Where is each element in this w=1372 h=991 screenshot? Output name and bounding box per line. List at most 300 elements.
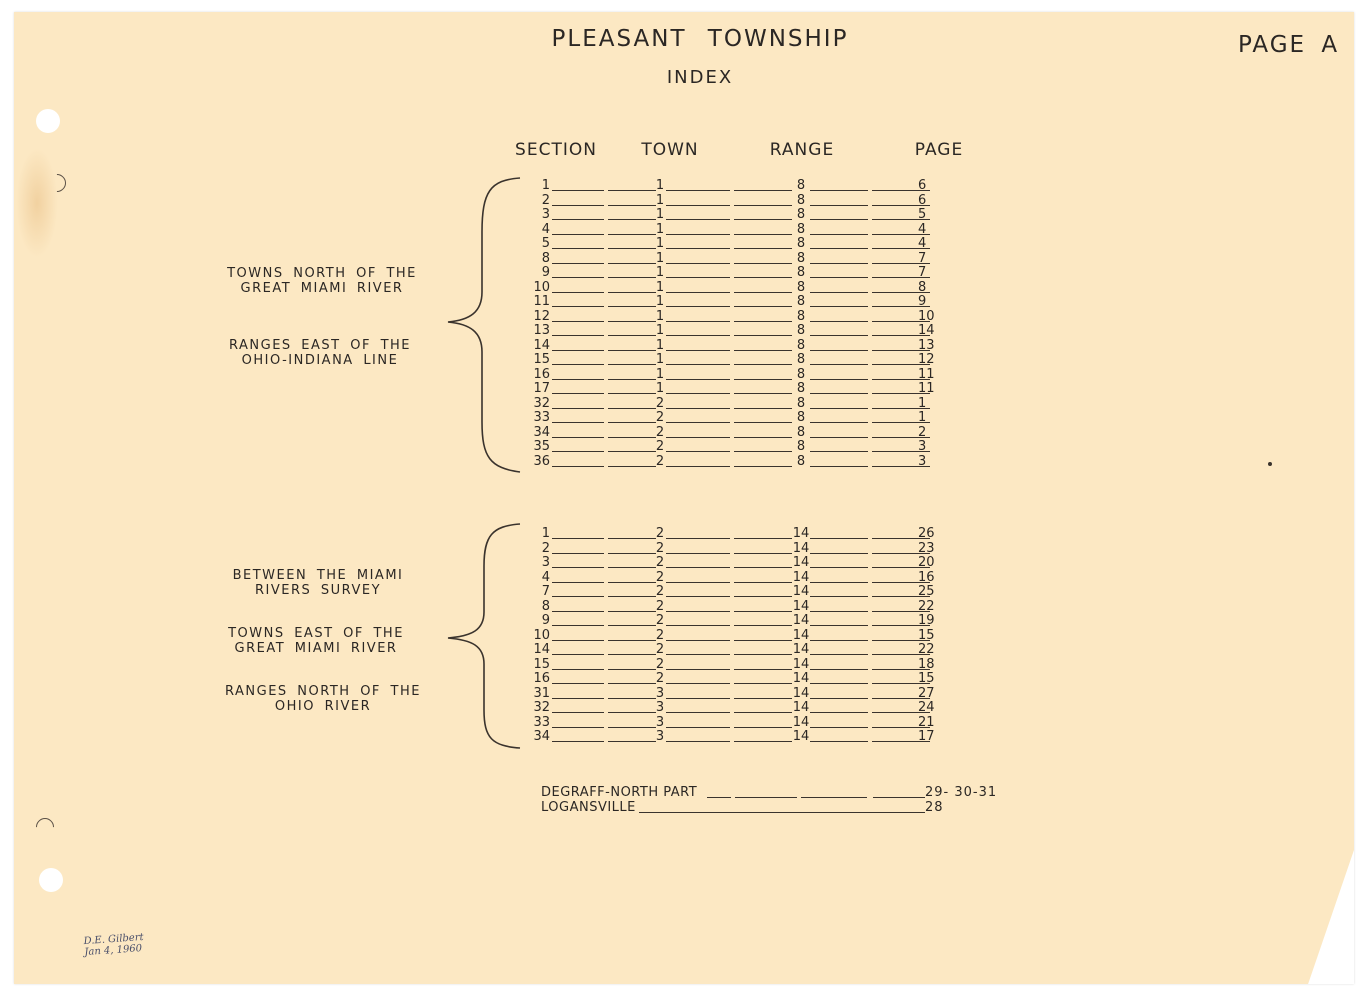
- range-cell: 8: [796, 381, 806, 396]
- note-line: OHIO RIVER: [274, 699, 372, 714]
- leader-line: [734, 437, 792, 438]
- leader-line: [608, 654, 656, 655]
- leader-line: [666, 321, 730, 322]
- leader-line: [552, 350, 604, 351]
- section-cell: 34: [533, 424, 550, 440]
- page-cell: 14: [918, 323, 935, 338]
- section-cell: 33: [533, 714, 550, 730]
- leader-line: [552, 379, 604, 380]
- range-cell: 8: [796, 279, 806, 295]
- leader-line: [734, 219, 792, 220]
- leader-line: [552, 335, 604, 336]
- range-cell: 14: [792, 642, 810, 657]
- leader-line: [552, 219, 604, 220]
- range-cell: 8: [796, 410, 806, 425]
- leader-line: [608, 422, 656, 423]
- leader-line: [735, 797, 797, 798]
- section-cell: 9: [541, 265, 550, 280]
- leader-line: [608, 582, 656, 583]
- town-cell: 2: [655, 439, 665, 454]
- range-cell: 8: [796, 424, 806, 440]
- town-cell: 3: [655, 685, 665, 701]
- leader-line: [666, 335, 730, 336]
- entry-page: 29- 30-31: [925, 785, 998, 800]
- town-cell: 1: [655, 279, 665, 295]
- page-cell: 6: [918, 178, 927, 193]
- leader-line: [608, 567, 656, 568]
- town-cell: 2: [655, 555, 665, 570]
- leader-line: [810, 234, 868, 235]
- section-cell: 15: [533, 352, 550, 367]
- town-cell: 2: [655, 395, 665, 411]
- section-cell: 13: [533, 323, 550, 338]
- leader-line: [810, 712, 868, 713]
- entry-page: 28: [925, 799, 944, 815]
- index-row: [526, 643, 956, 658]
- range-cell: 14: [792, 671, 810, 686]
- range-cell: 8: [796, 236, 806, 251]
- leader-line: [552, 364, 604, 365]
- section-cell: 16: [533, 671, 550, 686]
- page-cell: 9: [918, 294, 927, 309]
- range-cell: 14: [792, 613, 810, 628]
- punch-hole-top: [36, 109, 60, 133]
- index-row: [526, 556, 956, 571]
- column-header-page: PAGE: [914, 140, 964, 160]
- leader-line: [666, 451, 730, 452]
- paper-stain: [16, 148, 58, 258]
- leader-line: [810, 277, 868, 278]
- leader-line: [666, 393, 730, 394]
- leader-line: [608, 669, 656, 670]
- leader-line: [666, 727, 730, 728]
- section-cell: 4: [541, 221, 550, 237]
- page-label: PAGE A: [1238, 32, 1340, 58]
- leader-line: [552, 306, 604, 307]
- page-cell: 16: [918, 569, 935, 585]
- range-cell: 8: [796, 265, 806, 280]
- note-line: RANGES EAST OF THE: [229, 338, 411, 353]
- page-cell: 18: [918, 656, 935, 672]
- page-cell: 7: [918, 250, 927, 266]
- town-cell: 1: [655, 207, 665, 222]
- leader-line: [552, 248, 604, 249]
- index-row: [526, 701, 956, 716]
- town-cell: 3: [655, 729, 665, 744]
- leader-line: [608, 393, 656, 394]
- group2-rows: [526, 527, 956, 745]
- index-row: [526, 194, 956, 209]
- page-cell: 6: [918, 192, 927, 208]
- leader-line: [552, 698, 604, 699]
- punch-hole-bottom: [39, 868, 63, 892]
- town-cell: 1: [655, 366, 665, 382]
- range-cell: 8: [796, 178, 806, 193]
- leader-line: [552, 466, 604, 467]
- leader-line: [552, 654, 604, 655]
- index-row: [526, 687, 956, 702]
- section-cell: 17: [533, 381, 550, 396]
- section-cell: 15: [533, 656, 550, 672]
- leader-line: [608, 248, 656, 249]
- town-cell: 1: [655, 352, 665, 367]
- section-cell: 3: [541, 555, 550, 570]
- leader-line: [666, 712, 730, 713]
- page-cell: 21: [918, 714, 935, 730]
- leader-line: [608, 596, 656, 597]
- leader-line: [666, 698, 730, 699]
- town-cell: 2: [655, 453, 665, 469]
- entry-name: LOGANSVILLE: [541, 799, 636, 815]
- note-line: TOWNS NORTH OF THE: [227, 266, 417, 281]
- group1-rows: [526, 179, 956, 469]
- range-cell: 8: [796, 250, 806, 266]
- range-cell: 14: [792, 700, 810, 715]
- leader-line: [608, 364, 656, 365]
- note-line: BETWEEN THE MIAMI: [232, 568, 404, 583]
- index-row: [526, 426, 956, 441]
- leader-line: [810, 205, 868, 206]
- section-cell: 36: [533, 453, 550, 469]
- page-cell: 10: [918, 308, 935, 324]
- page-cell: 4: [918, 221, 927, 237]
- leader-line: [810, 538, 868, 539]
- leader-line: [552, 596, 604, 597]
- page-cell: 24: [918, 700, 935, 715]
- page-cell: 3: [918, 453, 927, 469]
- section-cell: 10: [533, 627, 550, 643]
- index-row: [526, 397, 956, 412]
- leader-line: [666, 466, 730, 467]
- town-cell: 1: [655, 294, 665, 309]
- group2-note-survey: [208, 568, 428, 598]
- leader-line: [734, 625, 792, 626]
- section-cell: 11: [533, 294, 550, 309]
- index-row: [526, 585, 956, 600]
- leader-line: [666, 683, 730, 684]
- range-cell: 8: [796, 192, 806, 208]
- range-cell: 14: [792, 555, 810, 570]
- index-row: [526, 730, 956, 745]
- page-cell: 19: [918, 613, 935, 628]
- town-cell: 2: [655, 613, 665, 628]
- section-cell: 32: [533, 700, 550, 715]
- section-cell: 12: [533, 308, 550, 324]
- section-cell: 35: [533, 439, 550, 454]
- index-row: [526, 208, 956, 223]
- leader-line: [666, 640, 730, 641]
- leader-line: [608, 683, 656, 684]
- leader-line: [608, 263, 656, 264]
- leader-line: [734, 538, 792, 539]
- section-cell: 8: [541, 250, 550, 266]
- leader-line: [666, 306, 730, 307]
- leader-line: [552, 741, 604, 742]
- leader-line: [734, 379, 792, 380]
- leader-line: [608, 205, 656, 206]
- leader-line: [666, 205, 730, 206]
- leader-line: [810, 741, 868, 742]
- leader-line: [608, 727, 656, 728]
- leader-line: [552, 683, 604, 684]
- special-entries: [541, 786, 1021, 815]
- leader-line: [810, 350, 868, 351]
- section-cell: 3: [541, 207, 550, 222]
- leader-line: [810, 611, 868, 612]
- town-cell: 2: [655, 598, 665, 614]
- page-cell: 11: [918, 381, 935, 396]
- page-cell: 3: [918, 439, 927, 454]
- leader-line: [666, 219, 730, 220]
- leader-line: [608, 625, 656, 626]
- leader-line: [552, 437, 604, 438]
- leader-line: [873, 797, 925, 798]
- index-row: [526, 658, 956, 673]
- page-title: PLEASANT TOWNSHIP: [551, 26, 849, 52]
- index-row: [526, 527, 956, 542]
- index-row: [526, 223, 956, 238]
- range-cell: 8: [796, 337, 806, 353]
- leader-line: [552, 640, 604, 641]
- town-cell: 2: [655, 569, 665, 585]
- leader-line: [666, 741, 730, 742]
- leader-line: [734, 408, 792, 409]
- page-cell: 22: [918, 642, 935, 657]
- leader-line: [734, 669, 792, 670]
- town-cell: 2: [655, 671, 665, 686]
- leader-line: [608, 611, 656, 612]
- range-cell: 14: [792, 598, 810, 614]
- range-cell: 14: [792, 685, 810, 701]
- leader-line: [666, 553, 730, 554]
- leader-line: [552, 263, 604, 264]
- group1-note-ranges: [210, 338, 430, 368]
- leader-line: [552, 321, 604, 322]
- leader-line: [734, 277, 792, 278]
- leader-line: [608, 466, 656, 467]
- leader-line: [810, 596, 868, 597]
- range-cell: 8: [796, 439, 806, 454]
- page-cell: 22: [918, 598, 935, 614]
- index-row: [526, 353, 956, 368]
- leader-line: [810, 364, 868, 365]
- page-cell: 15: [918, 671, 935, 686]
- town-cell: 2: [655, 410, 665, 425]
- section-cell: 32: [533, 395, 550, 411]
- leader-line: [666, 567, 730, 568]
- leader-line: [608, 379, 656, 380]
- index-row: [526, 266, 956, 281]
- index-row: [526, 382, 956, 397]
- note-line: TOWNS EAST OF THE: [228, 626, 404, 641]
- leader-line: [734, 335, 792, 336]
- index-row: [526, 179, 956, 194]
- note-line: RANGES NORTH OF THE: [225, 684, 421, 699]
- leader-line: [552, 611, 604, 612]
- ink-dot: [1268, 462, 1272, 466]
- index-row: [526, 339, 956, 354]
- page-cell: 11: [918, 366, 935, 382]
- leader-line: [552, 582, 604, 583]
- leader-line: [707, 797, 731, 798]
- leader-line: [810, 451, 868, 452]
- leader-line: [608, 437, 656, 438]
- page-cell: 8: [918, 279, 927, 295]
- town-cell: 1: [655, 323, 665, 338]
- town-cell: 1: [655, 192, 665, 208]
- section-cell: 14: [533, 642, 550, 657]
- section-cell: 34: [533, 729, 550, 744]
- leader-line: [666, 408, 730, 409]
- town-cell: 1: [655, 308, 665, 324]
- index-row: [526, 542, 956, 557]
- leader-line: [810, 321, 868, 322]
- note-line: RIVERS SURVEY: [254, 583, 382, 598]
- leader-line: [666, 277, 730, 278]
- index-row: [526, 614, 956, 629]
- leader-line: [608, 277, 656, 278]
- leader-line: [666, 190, 730, 191]
- signature: [83, 932, 144, 958]
- range-cell: 14: [792, 569, 810, 585]
- leader-line: [666, 625, 730, 626]
- leader-line: [810, 263, 868, 264]
- leader-line: [734, 698, 792, 699]
- leader-line: [666, 538, 730, 539]
- leader-line: [608, 234, 656, 235]
- leader-line: [734, 596, 792, 597]
- town-cell: 2: [655, 656, 665, 672]
- leader-line: [810, 248, 868, 249]
- index-row: [526, 672, 956, 687]
- page-cell: 25: [918, 584, 935, 599]
- town-cell: 2: [655, 584, 665, 599]
- range-cell: 14: [792, 729, 810, 744]
- leader-line: [734, 205, 792, 206]
- page-cell: 2: [918, 424, 927, 440]
- town-cell: 2: [655, 627, 665, 643]
- town-cell: 2: [655, 424, 665, 440]
- leader-line: [734, 683, 792, 684]
- group1-note-towns: [212, 266, 432, 296]
- index-row: [526, 571, 956, 586]
- group2-brace: [440, 520, 524, 752]
- leader-line: [666, 596, 730, 597]
- signature-date: Jan 4, 1960: [84, 943, 143, 959]
- leader-line: [666, 263, 730, 264]
- group1-brace: [440, 172, 524, 478]
- leader-line: [810, 669, 868, 670]
- town-cell: 1: [655, 381, 665, 396]
- town-cell: 3: [655, 714, 665, 730]
- leader-line: [608, 538, 656, 539]
- leader-line: [608, 335, 656, 336]
- signature-name: D.E. Gilbert: [83, 931, 144, 948]
- leader-line: [608, 741, 656, 742]
- range-cell: 8: [796, 294, 806, 309]
- leader-line: [810, 335, 868, 336]
- page-cell: 20: [918, 555, 935, 570]
- leader-line: [608, 219, 656, 220]
- page-cell: 17: [918, 729, 935, 744]
- leader-line: [810, 292, 868, 293]
- leader-line: [608, 712, 656, 713]
- town-cell: 1: [655, 337, 665, 353]
- special-entry-degraff: [541, 786, 1021, 801]
- leader-line: [666, 669, 730, 670]
- leader-line: [666, 364, 730, 365]
- leader-line: [810, 190, 868, 191]
- town-cell: 2: [655, 540, 665, 556]
- leader-line: [552, 712, 604, 713]
- leader-line: [734, 364, 792, 365]
- page-cell: 12: [918, 352, 935, 367]
- leader-line: [810, 466, 868, 467]
- leader-line: [734, 263, 792, 264]
- leader-line: [666, 234, 730, 235]
- leader-line: [734, 712, 792, 713]
- leader-line: [552, 292, 604, 293]
- leader-line: [734, 292, 792, 293]
- leader-line: [734, 234, 792, 235]
- section-cell: 7: [541, 584, 550, 599]
- leader-line: [552, 669, 604, 670]
- town-cell: 2: [655, 526, 665, 541]
- range-cell: 14: [792, 526, 810, 541]
- leader-line: [810, 640, 868, 641]
- leader-line: [810, 654, 868, 655]
- leader-line: [810, 437, 868, 438]
- leader-line: [608, 306, 656, 307]
- index-row: [526, 368, 956, 383]
- index-row: [526, 629, 956, 644]
- index-row: [526, 411, 956, 426]
- note-line: GREAT MIAMI RIVER: [240, 281, 404, 296]
- section-cell: 5: [541, 236, 550, 251]
- group2-note-ranges: [213, 684, 433, 714]
- leader-line: [608, 292, 656, 293]
- note-line: GREAT MIAMI RIVER: [234, 641, 398, 656]
- leader-line: [810, 727, 868, 728]
- leader-line: [734, 654, 792, 655]
- leader-line: [734, 567, 792, 568]
- section-cell: 1: [541, 526, 550, 541]
- leader-line: [666, 379, 730, 380]
- index-row: [526, 440, 956, 455]
- column-header-section: SECTION: [515, 140, 597, 160]
- leader-line: [810, 553, 868, 554]
- leader-line: [552, 538, 604, 539]
- leader-line: [810, 306, 868, 307]
- leader-line: [552, 234, 604, 235]
- range-cell: 14: [792, 627, 810, 643]
- leader-line: [810, 422, 868, 423]
- section-cell: 31: [533, 685, 550, 701]
- leader-line: [552, 205, 604, 206]
- leader-line: [734, 727, 792, 728]
- leader-line: [810, 379, 868, 380]
- leader-line: [608, 451, 656, 452]
- column-header-range: RANGE: [769, 140, 835, 160]
- leader-line: [810, 408, 868, 409]
- leader-line: [734, 422, 792, 423]
- leader-line: [810, 219, 868, 220]
- special-entry-logansville: [541, 801, 1021, 816]
- leader-line: [666, 292, 730, 293]
- leader-line: [608, 698, 656, 699]
- leader-line: [801, 797, 867, 798]
- leader-line: [639, 812, 925, 813]
